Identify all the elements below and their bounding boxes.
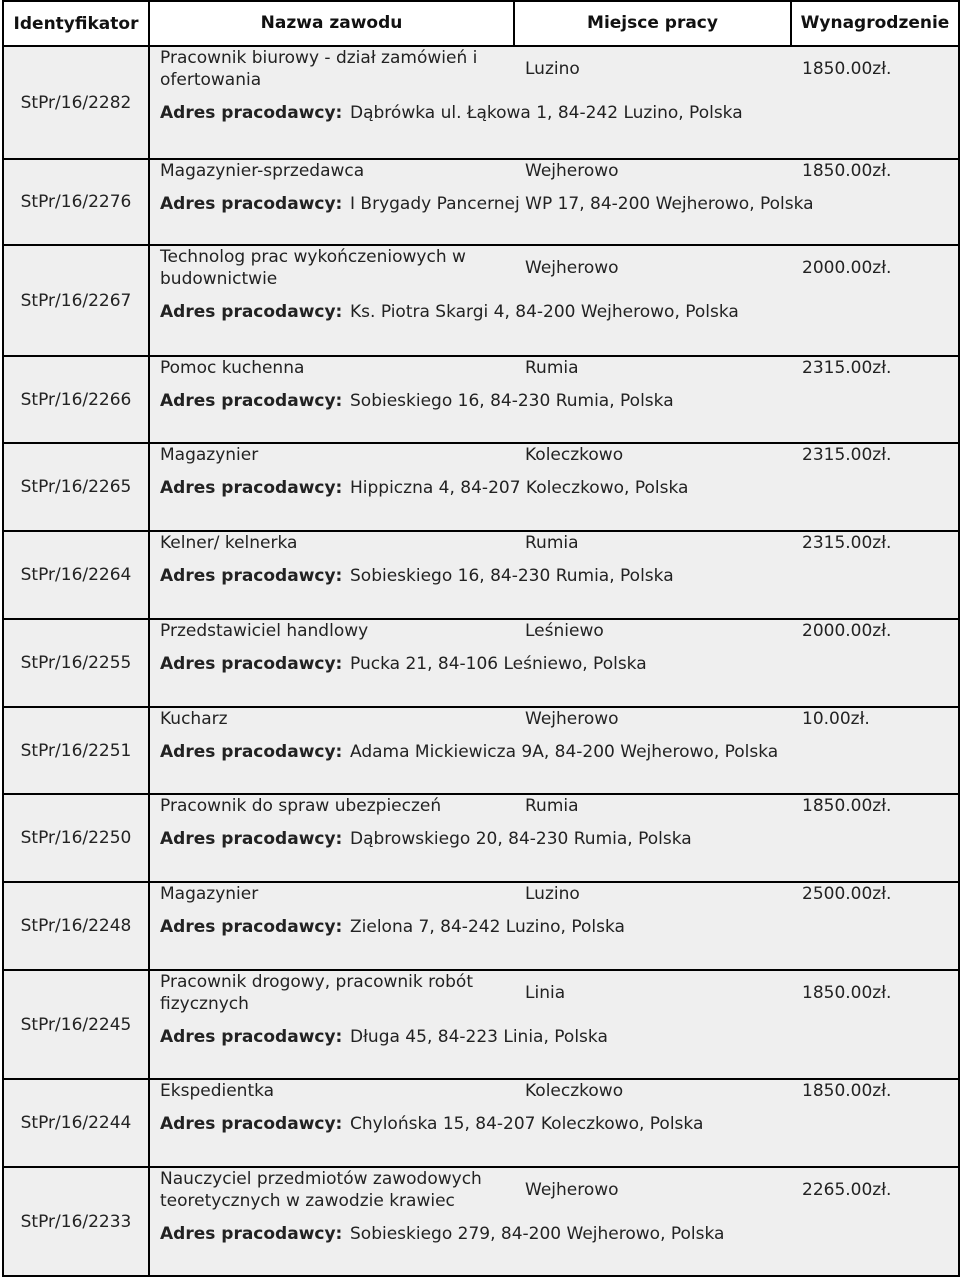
job-place: Luzino [525, 884, 580, 904]
employer-address-line [150, 182, 958, 226]
job-id: StPr/16/2245 [3, 970, 149, 1079]
job-main-line [150, 971, 958, 1015]
address-label: Adres pracodawcy: [160, 916, 343, 937]
address-label: Adres pracodawcy: [160, 477, 343, 498]
job-id: StPr/16/2265 [3, 443, 149, 531]
job-id: StPr/16/2251 [3, 707, 149, 794]
job-main-line [150, 246, 958, 290]
job-title: Pracownik do spraw ubezpieczeń [160, 796, 442, 816]
employer-address-line [150, 817, 958, 861]
job-main-line [150, 1168, 958, 1212]
employer-address-line [150, 91, 958, 135]
header-place: Miejsce pracy [515, 2, 792, 45]
job-title: Magazynier [160, 884, 259, 904]
job-place: Luzino [525, 59, 580, 79]
job-main-line [150, 532, 958, 554]
employer-address: Sobieskiego 279, 84-200 Wejherowo, Polska [350, 1223, 725, 1244]
employer-address: Adama Mickiewicza 9A, 84-200 Wejherowo, Polska [350, 741, 779, 762]
header-salary: Wynagrodzenie [800, 13, 950, 33]
job-salary: 2000.00zł. [802, 621, 892, 641]
job-info [149, 159, 959, 245]
job-info [149, 1167, 959, 1276]
table-row [3, 356, 959, 443]
employer-address-line [150, 642, 958, 686]
job-place: Rumia [525, 358, 579, 378]
table-row [3, 245, 959, 356]
address-label: Adres pracodawcy: [160, 1223, 343, 1244]
table-row [3, 1167, 959, 1276]
job-info [149, 245, 959, 356]
job-info [149, 443, 959, 531]
job-info [149, 1079, 959, 1167]
address-label: Adres pracodawcy: [160, 565, 343, 586]
address-label: Adres pracodawcy: [160, 301, 343, 322]
job-place: Rumia [525, 796, 579, 816]
address-label: Adres pracodawcy: [160, 1026, 343, 1047]
job-salary: 2000.00zł. [802, 258, 892, 278]
job-title: Ekspedientka [160, 1081, 275, 1101]
employer-address: Hippiczna 4, 84-207 Koleczkowo, Polska [350, 477, 689, 498]
table-row [3, 882, 959, 970]
table-row [3, 443, 959, 531]
employer-address: Chylońska 15, 84-207 Koleczkowo, Polska [350, 1113, 704, 1134]
job-main-line [150, 357, 958, 379]
table-row [3, 1079, 959, 1167]
job-title: Pomoc kuchenna [160, 358, 305, 378]
job-main-line [150, 620, 958, 642]
job-place: Linia [525, 983, 566, 1003]
job-info [149, 970, 959, 1079]
job-id: StPr/16/2266 [3, 356, 149, 443]
job-salary: 10.00zł. [802, 709, 870, 729]
job-title: Pracownik drogowy, pracownik robót fizycznych [160, 972, 473, 1014]
job-main-line [150, 1080, 958, 1102]
job-main-line [150, 708, 958, 730]
employer-address: Dąbrowskiego 20, 84-230 Rumia, Polska [350, 828, 692, 849]
job-title: Kucharz [160, 709, 228, 729]
employer-address: Długa 45, 84-223 Linia, Polska [350, 1026, 608, 1047]
employer-address-line [150, 730, 958, 774]
address-label: Adres pracodawcy: [160, 653, 343, 674]
job-place: Wejherowo [525, 709, 619, 729]
job-salary: 1850.00zł. [802, 59, 892, 79]
employer-address: Zielona 7, 84-242 Luzino, Polska [350, 916, 625, 937]
table-row [3, 159, 959, 245]
job-id: StPr/16/2264 [3, 531, 149, 619]
job-id: StPr/16/2255 [3, 619, 149, 707]
job-offers-table [2, 0, 960, 1277]
address-label: Adres pracodawcy: [160, 102, 343, 123]
employer-address: I Brygady Pancernej WP 17, 84-200 Wejherowo, Polska [350, 193, 814, 214]
address-label: Adres pracodawcy: [160, 390, 343, 411]
job-salary: 2315.00zł. [802, 445, 892, 465]
job-place: Wejherowo [525, 161, 619, 181]
employer-address-line [150, 1212, 958, 1256]
job-info [149, 46, 959, 159]
job-main-line [150, 795, 958, 817]
table-row [3, 531, 959, 619]
job-title: Pracownik biurowy - dział zamówień i ofertowania [160, 48, 478, 90]
job-place: Rumia [525, 533, 579, 553]
job-place: Koleczkowo [525, 1081, 624, 1101]
table-row [3, 46, 959, 159]
job-id: StPr/16/2276 [3, 159, 149, 245]
employer-address-line [150, 290, 958, 334]
employer-address-line [150, 905, 958, 949]
table-row [3, 970, 959, 1079]
job-info [149, 882, 959, 970]
job-info [149, 619, 959, 707]
job-salary: 1850.00zł. [802, 796, 892, 816]
job-id: StPr/16/2282 [3, 46, 149, 159]
employer-address-line [150, 466, 958, 510]
job-title: Nauczyciel przedmiotów zawodowych teoretycznych w zawodzie krawiec [160, 1169, 482, 1211]
job-id: StPr/16/2248 [3, 882, 149, 970]
job-info [149, 794, 959, 882]
table-header-row [3, 1, 959, 46]
job-info [149, 707, 959, 794]
employer-address: Dąbrówka ul. Łąkowa 1, 84-242 Luzino, Polska [350, 102, 743, 123]
header-id: Identyfikator [3, 1, 149, 46]
job-place: Leśniewo [525, 621, 604, 641]
job-id: StPr/16/2250 [3, 794, 149, 882]
job-rows [3, 46, 959, 1276]
address-label: Adres pracodawcy: [160, 828, 343, 849]
employer-address-line [150, 554, 958, 598]
employer-address-line [150, 379, 958, 423]
job-id: StPr/16/2267 [3, 245, 149, 356]
job-title: Magazynier-sprzedawca [160, 161, 365, 181]
job-info [149, 531, 959, 619]
job-salary: 1850.00zł. [802, 983, 892, 1003]
job-salary: 2315.00zł. [802, 533, 892, 553]
job-place: Wejherowo [525, 258, 619, 278]
job-main-line [150, 883, 958, 905]
address-label: Adres pracodawcy: [160, 193, 343, 214]
job-info [149, 356, 959, 443]
header-title: Nazwa zawodu [150, 2, 515, 45]
job-main-line [150, 444, 958, 466]
header-group [149, 1, 959, 46]
job-main-line [150, 47, 958, 91]
employer-address: Pucka 21, 84-106 Leśniewo, Polska [350, 653, 647, 674]
job-place: Koleczkowo [525, 445, 624, 465]
job-place: Wejherowo [525, 1180, 619, 1200]
table-row [3, 619, 959, 707]
table-row [3, 707, 959, 794]
employer-address: Sobieskiego 16, 84-230 Rumia, Polska [350, 565, 674, 586]
job-title: Technolog prac wykończeniowych w budownictwie [160, 247, 466, 289]
job-main-line [150, 160, 958, 182]
job-salary: 2500.00zł. [802, 884, 892, 904]
address-label: Adres pracodawcy: [160, 741, 343, 762]
job-salary: 1850.00zł. [802, 1081, 892, 1101]
employer-address-line [150, 1015, 958, 1059]
employer-address-line [150, 1102, 958, 1146]
job-salary: 2265.00zł. [802, 1180, 892, 1200]
job-salary: 2315.00zł. [802, 358, 892, 378]
job-title: Magazynier [160, 445, 259, 465]
employer-address: Sobieskiego 16, 84-230 Rumia, Polska [350, 390, 674, 411]
address-label: Adres pracodawcy: [160, 1113, 343, 1134]
employer-address: Ks. Piotra Skargi 4, 84-200 Wejherowo, Polska [350, 301, 739, 322]
job-id: StPr/16/2233 [3, 1167, 149, 1276]
job-title: Kelner/ kelnerka [160, 533, 298, 553]
job-title: Przedstawiciel handlowy [160, 621, 369, 641]
job-id: StPr/16/2244 [3, 1079, 149, 1167]
job-salary: 1850.00zł. [802, 161, 892, 181]
table-row [3, 794, 959, 882]
